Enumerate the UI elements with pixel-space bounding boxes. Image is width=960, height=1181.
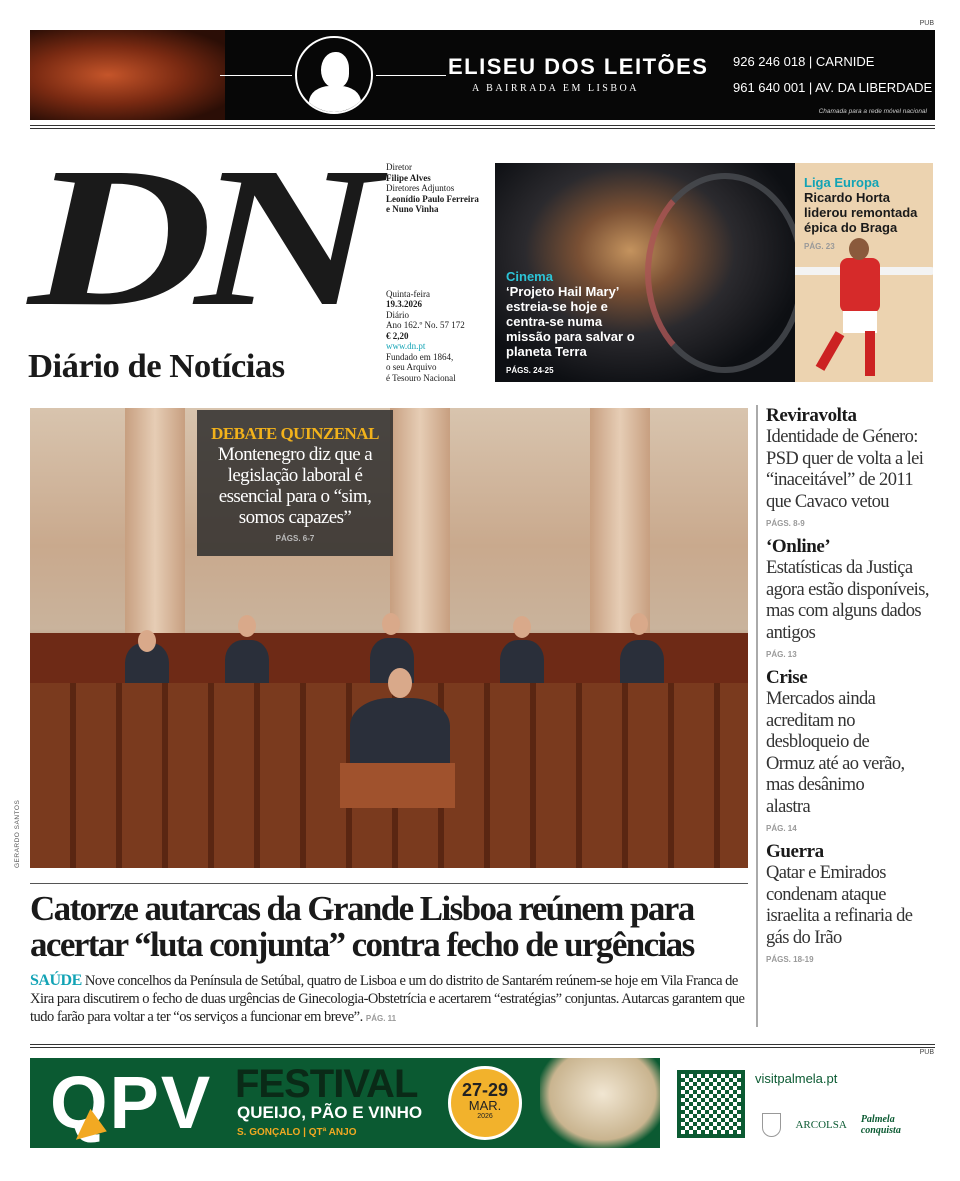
badge-month: MAR. — [468, 1098, 502, 1113]
ad-subtitle: QUEIJO, PÃO E VINHO — [237, 1103, 423, 1122]
sponsor-logo: Palmela conquista — [860, 1114, 901, 1136]
ad-website-link[interactable]: visitpalmela.pt — [755, 1071, 838, 1086]
photo-credit: GERARDO SANTOS — [14, 799, 21, 868]
story-kicker: Crise — [766, 667, 808, 688]
ad-phone: 961 640 001 | AV. DA LIBERDADE — [733, 80, 933, 95]
sidebar-story[interactable] — [766, 841, 936, 964]
liga-europa-teaser[interactable] — [795, 163, 933, 382]
dek-kicker: SAÚDE — [30, 972, 82, 989]
qr-code-icon[interactable] — [677, 1070, 745, 1138]
teaser-pages: PÁG. 23 — [804, 242, 835, 251]
pub-label: PUB — [919, 1049, 934, 1056]
story-pages: PÁG. 13 — [766, 650, 797, 659]
price: € 2,20 — [386, 330, 409, 341]
story-title: Qatar e Emirados condenam ataque israelita a refinaria de gás do Irão — [766, 863, 913, 948]
story-pages: PÁGS. 8-9 — [766, 519, 805, 528]
main-dek — [30, 972, 748, 1028]
ad-divider — [376, 75, 446, 76]
story-pages: PÁG. 14 — [766, 824, 797, 833]
coat-of-arms-icon — [762, 1113, 781, 1137]
qpv-logo: QPV — [50, 1061, 213, 1144]
sponsor-logos — [762, 1113, 935, 1137]
deputies-label: Diretores Adjuntos — [386, 183, 455, 193]
ad-food-image — [30, 30, 225, 120]
lead-title: Montenegro diz que a legislação laboral é essencial para o “sim, somos capazes” — [217, 444, 373, 528]
masthead-info — [386, 162, 491, 383]
sidebar-story[interactable] — [766, 536, 936, 659]
ad-tagline: A BAIRRADA EM LISBOA — [472, 83, 639, 94]
teaser-pages: PÁGS. 24-25 — [506, 366, 554, 375]
dek-text: Nove concelhos da Península de Setúbal, quatro de Lisboa e um do distrito de Santarém reúnem-se hoje em Vila Franca de Xira para discutirem o fecho de duas urgências de Ginecologia-Obstetrícia e acertarem “estratégias” conjuntas. Autarcas garantem que tudo farão para voltar a ter “os serviços a funcionar em breve”. — [30, 973, 745, 1025]
sidebar-story[interactable] — [766, 405, 936, 528]
story-pages: PÁGS. 18-19 — [766, 955, 814, 964]
teaser-kicker: Liga Europa — [804, 175, 880, 190]
pub-label: PUB — [919, 20, 934, 27]
date: 19.3.2026 — [386, 299, 422, 309]
teaser-title: Ricardo Horta liderou remontada épica do Braga — [804, 190, 918, 235]
director: Filipe Alves — [386, 172, 431, 183]
director-label: Diretor — [386, 162, 412, 172]
sponsor-logo: ARCOLSA — [795, 1119, 847, 1131]
deputies: Leonídio Paulo Ferreira — [386, 193, 479, 204]
story-kicker: Reviravolta — [766, 405, 857, 426]
story-title: Mercados ainda acreditam no desbloqueio de Ormuz até ao verão, mas desânimo alastra — [766, 689, 905, 817]
dek-pages: PÁG. 11 — [365, 1014, 397, 1023]
story-kicker: Guerra — [766, 841, 824, 862]
masthead-logo[interactable] — [28, 127, 362, 388]
story-title: Estatísticas da Justiça agora estão disponíveis, mas com alguns dados antigos — [766, 558, 929, 643]
teaser-title: ‘Projeto Hail Mary’ estreia-se hoje e centra-se numa missão para salvar o planeta Terra — [506, 284, 635, 359]
founded: Fundado em 1864, — [386, 351, 454, 362]
badge-dates: 27-29 — [461, 1080, 509, 1100]
main-headline[interactable]: Catorze autarcas da Grande Lisboa reúnem para acertar “luta conjunta” contra fecho de urgências — [30, 889, 694, 964]
divider — [30, 1044, 935, 1048]
newspaper-name: Diário de Notícias — [28, 348, 285, 385]
sheep-mascot-image — [540, 1058, 665, 1148]
ad-brand: ELISEU DOS LEITÕES — [448, 54, 709, 79]
badge-year: 2026 — [477, 1113, 493, 1120]
lead-kicker: DEBATE QUINZENAL — [211, 424, 379, 443]
cinema-teaser[interactable] — [495, 163, 795, 382]
story-kicker: ‘Online’ — [766, 536, 831, 557]
lead-story-overlay[interactable] — [197, 410, 393, 556]
weekday: Quinta-feira — [386, 288, 430, 299]
divider — [30, 883, 748, 884]
founded: o seu Arquivo — [386, 362, 437, 372]
sidebar-story[interactable] — [766, 667, 936, 833]
ad-note: Chamada para a rede móvel nacional — [818, 108, 927, 115]
bottom-advertisement[interactable] — [30, 1058, 935, 1148]
founded: é Tesouro Nacional — [386, 372, 456, 383]
deputies: e Nuno Vinha — [386, 204, 439, 214]
issue: Ano 162.º No. 57 172 — [386, 320, 465, 330]
website-link[interactable]: www.dn.pt — [386, 341, 426, 351]
sidebar-stories — [756, 405, 936, 1027]
dn-logo: DN — [28, 127, 362, 348]
story-title: Identidade de Género: PSD quer de volta a lei “inaceitável” de 2011 que Cavaco vetou — [766, 427, 924, 512]
date-badge — [448, 1066, 522, 1140]
ad-divider — [220, 75, 292, 76]
silhouette-logo-icon — [295, 36, 373, 114]
lead-pages: PÁGS. 6-7 — [275, 534, 315, 543]
ad-location: S. GONÇALO | QTª ANJO — [237, 1127, 357, 1138]
astronaut-helmet-image — [645, 173, 805, 373]
ad-title: FESTIVAL — [235, 1062, 418, 1106]
ad-phone: 926 246 018 | CARNIDE — [733, 54, 875, 69]
frequency: Diário — [386, 309, 409, 320]
teaser-kicker: Cinema — [506, 269, 553, 284]
top-advertisement[interactable] — [30, 30, 935, 120]
